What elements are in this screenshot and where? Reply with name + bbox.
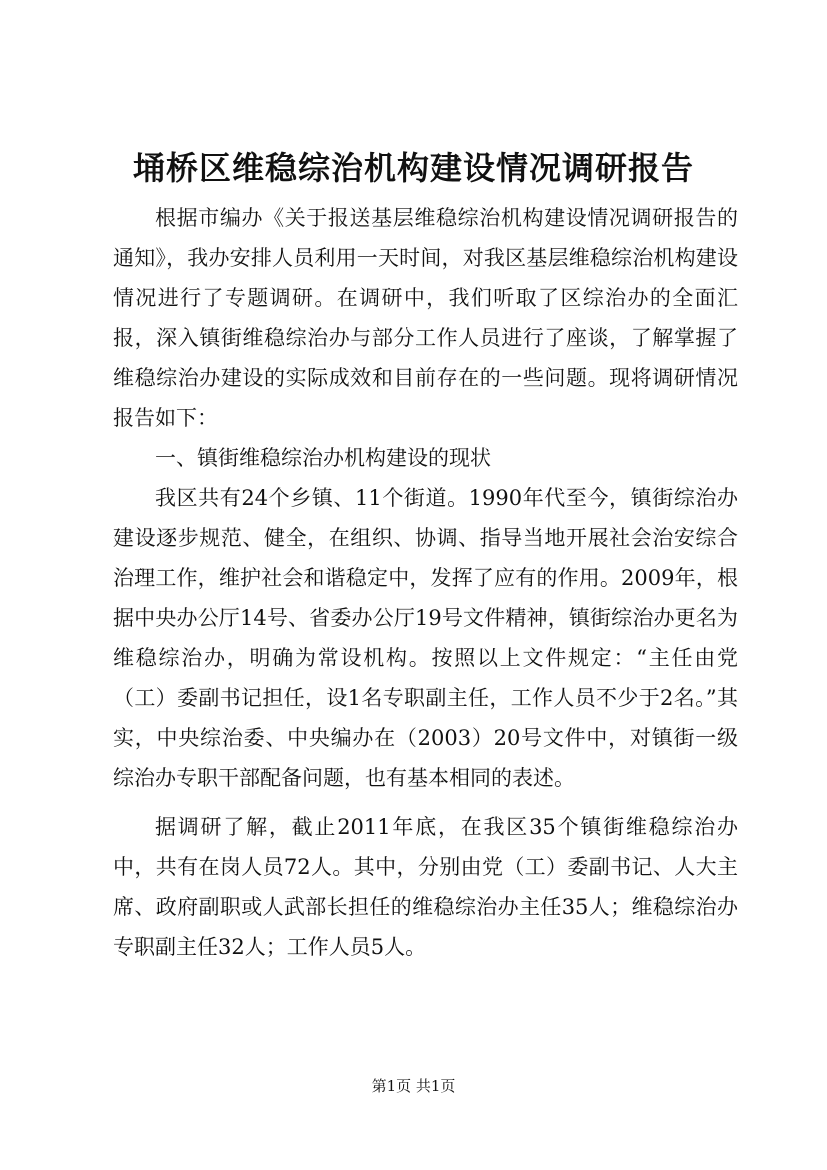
section-heading: 一、镇街维稳综治办机构建设的现状	[155, 446, 491, 470]
paragraph-survey: 据调研了解，截止2011年底，在我区35个镇街维稳综治办中，共有在岗人员72人。其中，分别由党（工）委副书记、人大主席、政府副职或人武部长担任的维稳综治办主任35人；维稳综治办专职副主任32人；工作人员5人。	[113, 815, 738, 959]
page-number-footer: 第1页 共1页	[371, 1077, 456, 1095]
paragraph-status: 我区共有24个乡镇、11个街道。1990年代至今，镇街综治办建设逐步规范、健全，在组织、协调、指导当地开展社会治安综合治理工作，维护社会和谐稳定中，发挥了应有的作用。2009年，根据中央办公厅14号、省委办公厅19号文件精神，镇街综治办更名为维稳综治办，明确为常设机构。按照以上文件规定：“主任由党（工）委副书记担任，设1名专职副主任，工作人员不少于2名。”其实，中央综治委、中央编办在（2003）20号文件中，对镇街一级综治办专职干部配备问题，也有基本相同的表述。	[113, 486, 738, 790]
document-body	[113, 198, 738, 967]
paragraph-intro: 根据市编办《关于报送基层维稳综治机构建设情况调研报告的通知》，我办安排人员利用一天时间，对我区基层维稳综治机构建设情况进行了专题调研。在调研中，我们听取了区综治办的全面汇报，深入镇街维稳综治办与部分工作人员进行了座谈，了解掌握了维稳综治办建设的实际成效和目前存在的一些问题。现将调研情况报告如下：	[113, 206, 738, 430]
document-title: 埇桥区维稳综治机构建设情况调研报告	[132, 149, 694, 187]
